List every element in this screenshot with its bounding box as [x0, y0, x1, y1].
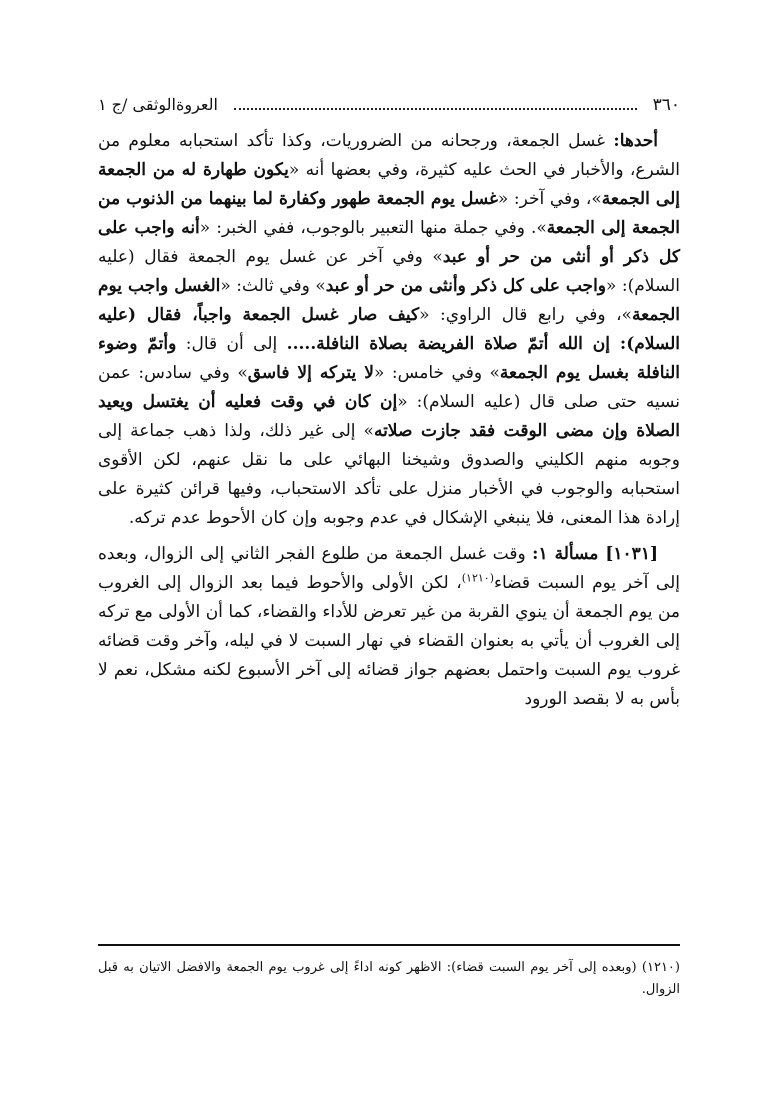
leader-dots [234, 108, 637, 110]
footnote-separator [98, 944, 680, 946]
text-run: » وفي خامس: « [373, 363, 500, 383]
main-text [98, 127, 680, 714]
text-run: » وفي آخر عن غسل يوم الجمعة فقال (عليه السلام): « [98, 247, 681, 296]
text-run: » وفي ثالث: « [220, 276, 326, 296]
text-run: إلى أن قال: [176, 334, 287, 354]
paragraph-2 [98, 540, 680, 714]
quoted-hadith: لا يتركه إلا فاسق [247, 363, 374, 383]
text-run: »، وفي آخر: « [497, 189, 602, 209]
footnote: (١٢١٠) (وبعده إلى آخر يوم السبت قضاء): الاظهر كونه اداءً إلى غروب يوم الجمعة والافضل الاتيان به قبل الزوال. [98, 960, 680, 997]
quoted-hadith: إن كان في وقت فعليه أن يغتسل ويعيد الصلاة وإن مضى الوقت فقد جازت صلاته [98, 392, 680, 441]
quoted-hadith: واجب على كل ذكر وأنثى من حر أو عبد [325, 276, 607, 296]
text-run: غسل الجمعة، ورجحانه من الضروريات، وكذا تأكد استحبابه معلوم من الشرع، والأخبار في الحث عليه كثيرة، وفي بعضها أنه « [98, 131, 680, 180]
text-run: »، وفي رابع قال الراوي: « [419, 305, 632, 325]
running-header [98, 92, 680, 118]
text-run: » وفي سادس: عمن نسيه حتى صلى قال (عليه السلام): « [98, 363, 680, 412]
paragraph-lead: أحدها: [613, 131, 658, 151]
book-title: العروةالوثقى /ج ١ [98, 95, 218, 114]
quoted-hadith: كيف صار غسل الجمعة واجباً، فقال (عليه السلام): إن الله أتمّ صلاة الفريضة بصلاة النافلة..... [98, 305, 680, 354]
paragraph-1 [98, 127, 680, 533]
quoted-hadith: يكون طهارة له من الجمعة إلى الجمعة [98, 160, 680, 209]
quoted-hadith: أنه واجب على كل ذكر أو أنثى من حر أو عبد [98, 218, 680, 267]
text-run: ، لكن الأولى والأحوط فيما بعد الزوال إلى الغروب من يوم الجمعة أن ينوي القربة من غير تعرض للأداء والقضاء، كما أن الأولى مع تركه إلى الغروب أن يأتي به بعنوان القضاء في نهار السبت لا في ليله، وآخر وقت قضائه غروب يوم السبت واحتمل بعضهم جواز قضائه إلى آخر الأسبوع لكنه مشكل، نعم لا بأس به لا بقصد الورود [98, 573, 680, 709]
quoted-hadith: غسل يوم الجمعة طهور وكفارة لما بينهما من الذنوب من الجمعة إلى الجمعة [98, 189, 681, 238]
page-number: ٣٦٠ [652, 94, 680, 115]
text-run: وقت غسل الجمعة من طلوع الفجر الثاني إلى الزوال، وبعده إلى آخر يوم السبت قضاء [98, 544, 680, 593]
quoted-hadith: وأتمّ وضوء النافلة بغسل يوم الجمعة [98, 334, 681, 383]
text-run: ». وفي جملة منها التعبير بالوجوب، ففي الخبر: « [199, 218, 547, 238]
footnote-reference[interactable]: (١٢١٠) [461, 571, 494, 585]
issue-heading: [١٠٣١] مسألة ١: [532, 544, 658, 564]
quoted-hadith: الغسل واجب يوم الجمعة [98, 276, 680, 325]
text-run: » إلى غير ذلك، ولذا ذهب جماعة إلى وجوبه منهم الكليني والصدوق وشيخنا البهائي على ما نقل عنهم، لكن الأقوى استحبابه والوجوب في الأخبار منزل على تأكد الاستحباب، وفيها قرائن كثيرة على إرادة هذا المعنى، فلا ينبغي الإشكال في عدم وجوبه وإن كان الأحوط عدم تركه. [98, 421, 680, 528]
